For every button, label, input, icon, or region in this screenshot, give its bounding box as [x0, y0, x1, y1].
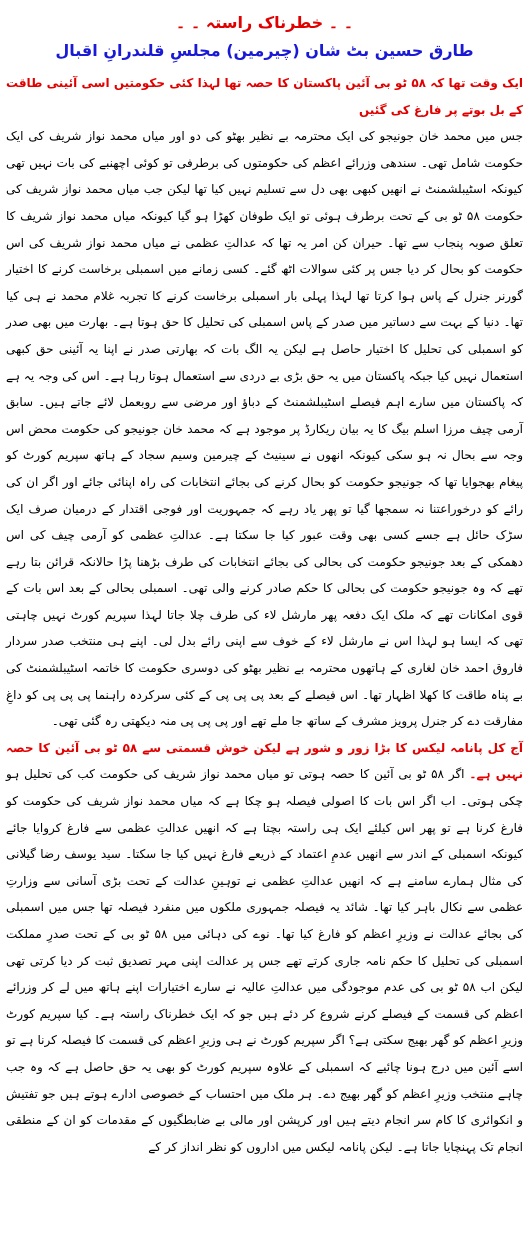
article-title: ۔ ۔ خطرناک راستہ ۔ ۔ — [175, 13, 354, 32]
body-paragraph-2-text: اگر ۵۸ ٹو بی آئین کا حصہ ہوتی تو میاں محمد نواز شریف کی حکومت کب کی تحلیل ہو چکی ہوتی۔ اب اگر اس بات کا اصولی فیصلہ ہو چکا ہے کہ میاں محمد نواز شریف کی حکومت کو فارغ کرنا ہے تو پھر اس کیلئے ایک ہی راستہ بچتا ہے کہ انھیں عدالتِ عظمی سے فارغ کروایا جائے کیونکہ اسمبلی کے اندر سے انھیں عدمِ اعتماد کے ذریعے فارغ نہیں کیا جا سکتا۔ سید یوسف رضا گیلانی کی مثال ہمارے سامنے ہے کہ انھیں عدالتِ عظمی نے توہینِ عدالت کے تحت بڑی آسانی سے وزارتِ عظمی سے نکال باہر کیا تھا۔ شائد یہ فیصلہ جمہوری ملکوں میں منفرد فیصلہ تھا جس میں اسمبلی کی بجائے عدالت نے وزیرِ اعظم کو فارغ کیا تھا۔ نوے کی دہائی میں ۵۸ ٹو بی کے تحت صدرِ مملکت اسمبلی کی تحلیل کا حکم نامہ جاری کرتے تھے جس پر عدالت اپنی مہر تصدیق ثبت کر دیا کرتی تھی لیکن اب ۵۸ ٹو بی کی عدم موجودگی میں عدالتِ عالیہ نے سارے اختیارات اپنے ہاتھ میں لے کر وزرائے اعظم کی قسمت کے فیصلے کرنے شروع کر دئے ہیں جو کہ ایک خطرناک راستہ ہے۔ کیا سپریم کورٹ وزیرِ اعظم کو گھر بھیج سکتی ہے؟ اگر سپریم کورٹ نے ہی وزیرِ اعظم کی قسمت کا فیصلہ کرنا ہے تو اسے آئین میں درج ہونا چائیے کہ اسمبلی کے علاوہ سپریم کورٹ کو بھی یہ حق حاصل ہے کہ وہ جب چاہے منتخب وزیرِ اعظم کو گھر بھیج دے۔ ہر ملک میں احتساب کے خصوصی ادارے ہوتے ہیں جو تفتیش و انکوائری کا کام سر انجام دیتے ہیں اور کرپشن اور مالی بے ضابطگیوں کے مقدمات کو ان کے منطقی انجام تک پہنچایا جاتا ہے۔ لیکن پانامہ لیکس میں اداروں کو نظر انداز کر کے — [6, 767, 523, 1154]
body-paragraph-2 — [6, 735, 523, 1161]
lead-paragraph: ایک وقت تھا کہ ۵۸ ٹو بی آئین پاکستان کا حصہ تھا لہذا کئی حکومتیں اسی آئینی طاقت کے بل بوتے پر فارغ کی گئیں — [6, 76, 524, 117]
author-byline: طارق حسین بٹ شان (چیرمین) مجلسِ قلندرانِ اقبال — [55, 41, 474, 60]
highlighted-sentence: آج کل پانامہ لیکس کا بڑا زور و شور ہے لیکن خوش قسمتی سے ۵۸ ٹو بی آئین کا حصہ نہیں ہے۔ — [6, 740, 523, 782]
body-paragraph-1: جس میں محمد خان جونیجو کی ایک محترمہ بے نظیر بھٹو کی دو اور میاں محمد نواز شریف کی ایک حکومت شامل تھی۔ سندھی وزرائے اعظم کی حکومتوں کی برطرفی تو کوئی اچھنبے کی بات نہیں تھی کیونکہ اسٹیبلشمنٹ نے انھیں کبھی بھی دل سے تسلیم نہیں کیا تھا لیکن جب میاں محمد نواز شریف کی حکومت ۵۸ ٹو بی کے تحت برطرف ہوئی تو ایک طوفان کھڑا ہو گیا کیونکہ میاں محمد نواز شریف کا تعلق صوبہ پنجاب سے تھا۔ حیران کن امر یہ تھا کہ عدالتِ عظمی نے میاں محمد نواز شریف کی اس حکومت کو بحال کر دیا جس پر کئی سوالات اٹھ گئے۔ کسی زمانے میں اسمبلی برخاست کرنے کا اختیار گورنر جنرل کے پاس ہوا کرتا تھا لہذا پہلی بار اسمبلی برخاست کرنے کا تجربہ غلام محمد نے ہی کیا تھا۔ دنیا کے بہت سے دساتیر میں صدر کے پاس اسمبلی کی تحلیل کا حق ہوتا ہے۔ بھارت میں بھی صدر کو اسمبلی کی تحلیل کا اختیار حاصل ہے لیکن یہ الگ بات کہ بھارتی صدر نے اپنا یہ آئینی حق کبھی استعمال نہیں کیا جبکہ پاکستان میں یہ حق بڑی بے دردی سے استعمال ہوتا رہا ہے۔ اس کی وجہ یہ ہے کہ پاکستان میں سارے اہم فیصلے اسٹیبلشمنٹ کے دباؤ اور مرضی سے روبعمل لائے جاتے ہیں۔ سابق آرمی چیف مرزا اسلم بیگ کا یہ بیان ریکارڈ پر موجود ہے کہ محمد خان جونیجو کی حکومت محض اس وجہ سے بحال نہ ہو سکی کیونکہ انھوں نے سینیٹ کے چیرمین وسیم سجاد کے ہاتھ سپریم کورٹ کو پیغام بھجوایا تھا کہ جونیجو حکومت کو بحال کرنے کی بجائے انتخابات کی راہ اپنائی جائے اور اگر ان کی رائے کو درخوراعتنا نہ سمجھا گیا تو پھر یاد رہے کہ جمہوریت اور فوجی اقتدار کے درمیان صرف ایک سڑک حائل ہے جسے کسی بھی وقت عبور کیا جا سکتا ہے۔ عدالتِ عظمی کو آرمی چیف کی اس دھمکی کے بعد جونیجو حکومت کی بحالی کی بجائے انتخابات کی طرف بڑھنا پڑا حالانکہ قرائن بتا رہے تھے کہ وہ جونیجو حکومت کی بحالی کا حکم صادر کرنے والی تھی۔ اسمبلی بحالی کے بعد اس بات کے قوی امکانات تھے کہ ملک ایک دفعہ پھر مارشل لاء کی طرف چلا جاتا لہذا سپریم کورٹ نہیں چاہتی تھی کہ ایسا ہو لہذا اس نے مارشل لاء کے خوف سے اپنی رائے بدل لی۔ اپنے ہی منتخب صدر سردار فاروق احمد خان لغاری کے ہاتھوں محترمہ بے نظیر بھٹو کی دوسری حکومت کا خاتمہ اسٹیبلشمنٹ کی بے پناہ طاقت کا کھلا اظہار تھا۔ اس فیصلے کے بعد پی پی پی کے کئی سرکردہ راہنما پی پی پی کو داغِ مفارقت دے کر جنرل پرویز مشرف کے ساتھ جا ملے تھے اور پی پی پی منہ دیکھتی رہ گئی تھی۔ — [6, 129, 523, 729]
